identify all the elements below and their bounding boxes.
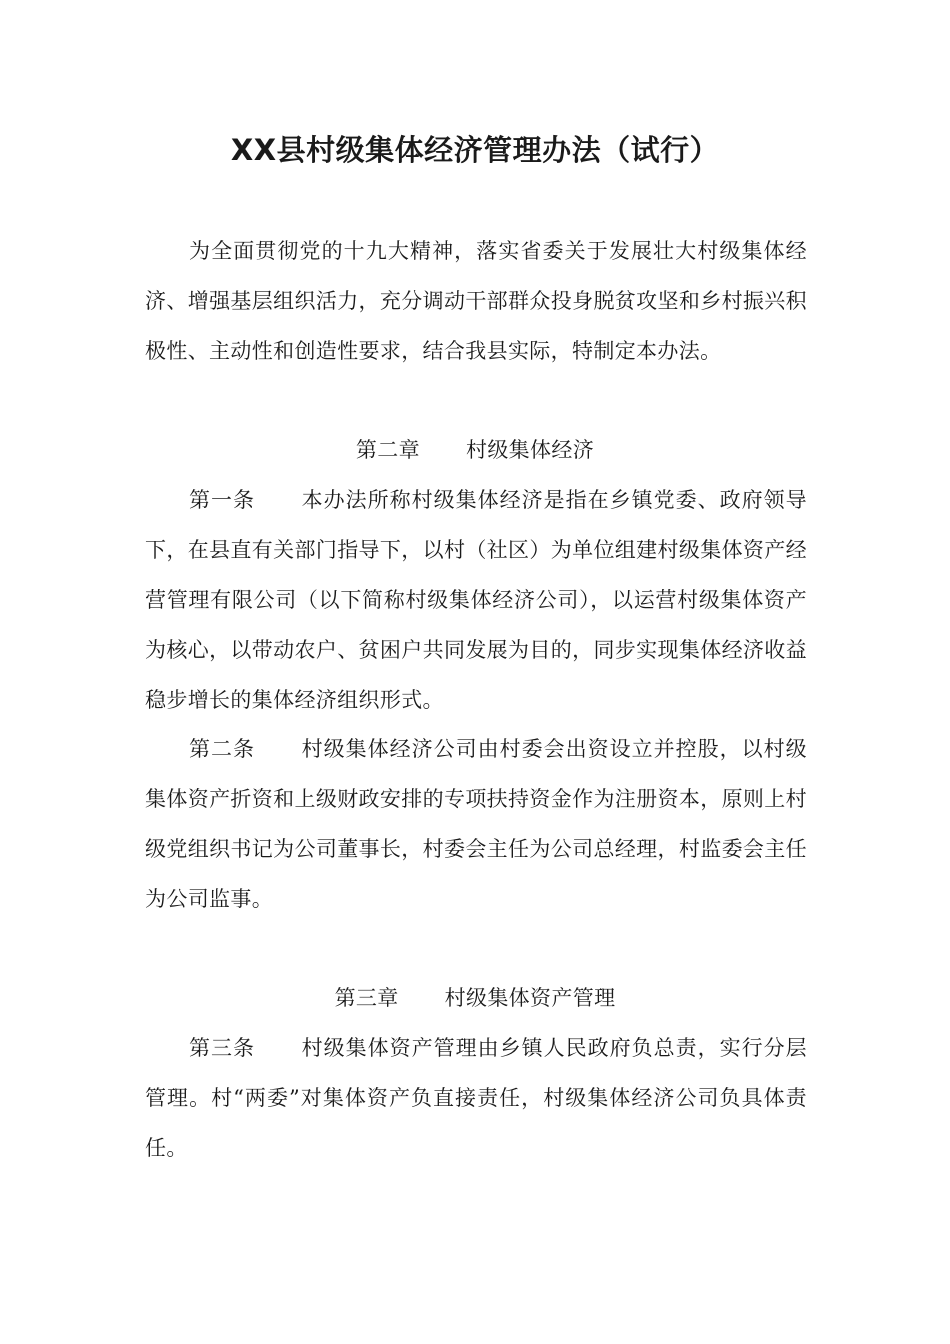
chapter-3-heading — [0, 973, 950, 1023]
article-3-paragraph — [145, 1023, 807, 1173]
article-1-paragraph — [145, 475, 807, 725]
article-3-label: 第三条 — [189, 1036, 255, 1060]
chapter-3-title: 村级集体资产管理 — [444, 986, 616, 1010]
article-1-text: 本办法所称村级集体经济是指在乡镇党委、政府领导下，在县直有关部门指导下，以村（社区）为单位组建村级集体资产经营管理有限公司（以下简称村级集体经济公司），以运营村级集体资产为核心，以带动农户、贫困户共同发展为目的，同步实现集体经济收益稳步增长的集体经济组织形式。 — [145, 488, 807, 712]
chapter-3-number: 第三章 — [334, 986, 399, 1010]
article-2-label: 第二条 — [189, 737, 255, 761]
chapter-2-title: 村级集体经济 — [465, 438, 595, 462]
document-title: XX县村级集体经济管理办法（试行） — [230, 133, 720, 167]
article-1-label: 第一条 — [189, 488, 255, 512]
chapter-2-heading — [0, 425, 950, 475]
article-2-text: 村级集体经济公司由村委会出资设立并控股，以村级集体资产折资和上级财政安排的专项扶持资金作为注册资本，原则上村级党组织书记为公司董事长，村委会主任为公司总经理，村监委会主任为公司监事。 — [145, 737, 807, 911]
preamble-paragraph: 为全面贯彻党的十九大精神，落实省委关于发展壮大村级集体经济、增强基层组织活力，充分调动干部群众投身脱贫攻坚和乡村振兴积极性、主动性和创造性要求，结合我县实际，特制定本办法。 — [145, 239, 807, 363]
article-3-text: 村级集体资产管理由乡镇人民政府负总责，实行分层管理。村“两委”对集体资产负直接责任，村级集体经济公司负具体责任。 — [145, 1036, 807, 1160]
chapter-2-number: 第二章 — [355, 438, 420, 462]
article-2-paragraph — [145, 724, 807, 924]
